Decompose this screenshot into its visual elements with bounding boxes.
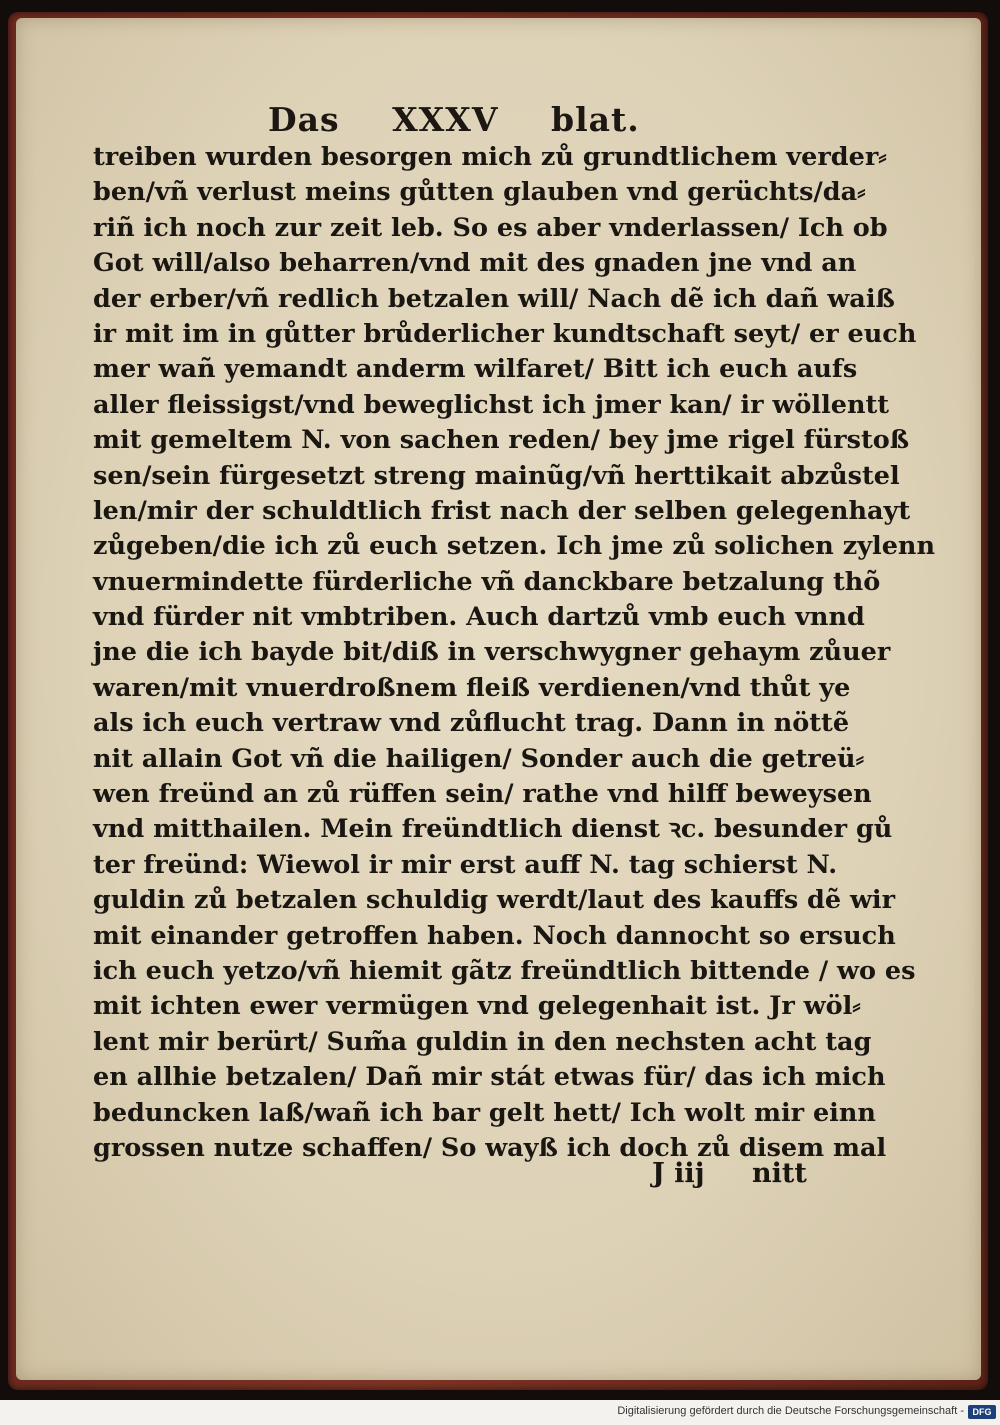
page-header <box>268 100 680 139</box>
text-line: mer wañ yemandt anderm wilfaret/ Bitt ich euch aufs <box>93 354 858 385</box>
text-line: vnuermindette fürderliche vñ danckbare betzalung thõ <box>93 566 881 597</box>
header-word: Das <box>268 100 340 139</box>
text-line: nit allain Got vñ die hailigen/ Sonder auch die getreü⸗ <box>93 743 865 774</box>
dfg-logo: DFG <box>968 1405 996 1419</box>
catchword: nitt <box>752 1158 807 1189</box>
text-line: sen/sein fürgesetzt streng mainũg/vñ herttikait abzůstel <box>93 460 900 491</box>
text-line: ich euch yetzo/vñ hiemit gãtz freündtlich bittende / wo es <box>93 955 916 986</box>
text-line: ben/vñ verlust meins gůtten glauben vnd gerüchts/da⸗ <box>93 177 866 208</box>
text-line: ter freünd: Wiewol ir mir erst auff N. tag schierst N. <box>93 849 838 880</box>
folio-number: XXXV <box>392 100 499 139</box>
text-line: treiben wurden besorgen mich zů grundtlichem verder⸗ <box>93 142 887 172</box>
text-line: vnd mitthailen. Mein freündtlich dienst ꝛc. besunder gů <box>93 814 893 845</box>
text-line: mit einander getroffen haben. Noch dannocht so ersuch <box>93 920 896 951</box>
text-line: waren/mit vnuerdroßnem fleiß verdienen/vnd thůt ye <box>93 672 851 703</box>
text-line: lent mir berürt/ Sum̃a guldin in den nechsten acht tag <box>93 1026 872 1057</box>
text-line: vnd fürder nit vmbtriben. Auch dartzů vmb euch vnnd <box>93 602 865 633</box>
text-line: als ich euch vertraw vnd zůflucht trag. Dann in nöttẽ <box>93 708 850 739</box>
text-line: wen freünd an zů rüffen sein/ rathe vnd hilff beweysen <box>93 779 872 810</box>
signature-mark: J iij <box>652 1158 705 1189</box>
text-line: Got will/also beharren/vnd mit des gnaden jne vnd an <box>93 248 857 279</box>
header-label: blat. <box>551 100 640 139</box>
text-line: mit gemeltem N. von sachen reden/ bey jme rigel fürstoß <box>93 425 910 456</box>
text-line: zůgeben/die ich zů euch setzen. Ich jme zů solichen zylenn <box>93 531 936 562</box>
text-line: guldin zů betzalen schuldig werdt/laut des kauffs dẽ wir <box>93 885 896 916</box>
text-line: der erber/vñ redlich betzalen will/ Nach dẽ ich dañ waiß <box>93 283 895 314</box>
text-line: len/mir der schuldtlich frist nach der selben gelegenhayt <box>93 495 911 526</box>
credit-bar <box>0 1400 1000 1425</box>
funding-credit: Digitalisierung gefördert durch die Deutsche Forschungsgemeinschaft - <box>617 1405 964 1417</box>
text-line: riñ ich noch zur zeit leb. So es aber vnderlassen/ Ich ob <box>93 212 888 243</box>
text-line: jne die ich bayde bit/diß in verschwygner gehaym zůuer <box>93 637 891 668</box>
text-line: aller fleissigst/vnd beweglichst ich jmer kan/ ir wöllentt <box>93 389 890 420</box>
text-line: grossen nutze schaffen/ So wayß ich doch zů disem mal <box>93 1132 887 1163</box>
text-line: en allhie betzalen/ Dañ mir stát etwas für/ das ich mich <box>93 1062 886 1093</box>
text-line: mit ichten ewer vermügen vnd gelegenhait ist. Jr wöl⸗ <box>93 991 861 1022</box>
text-line: beduncken laß/wañ ich bar gelt hett/ Ich wolt mir einn <box>93 1097 876 1128</box>
text-line: ir mit im in gůtter brůderlicher kundtschaft seyt/ er euch <box>93 318 917 349</box>
body-text <box>93 140 936 1166</box>
